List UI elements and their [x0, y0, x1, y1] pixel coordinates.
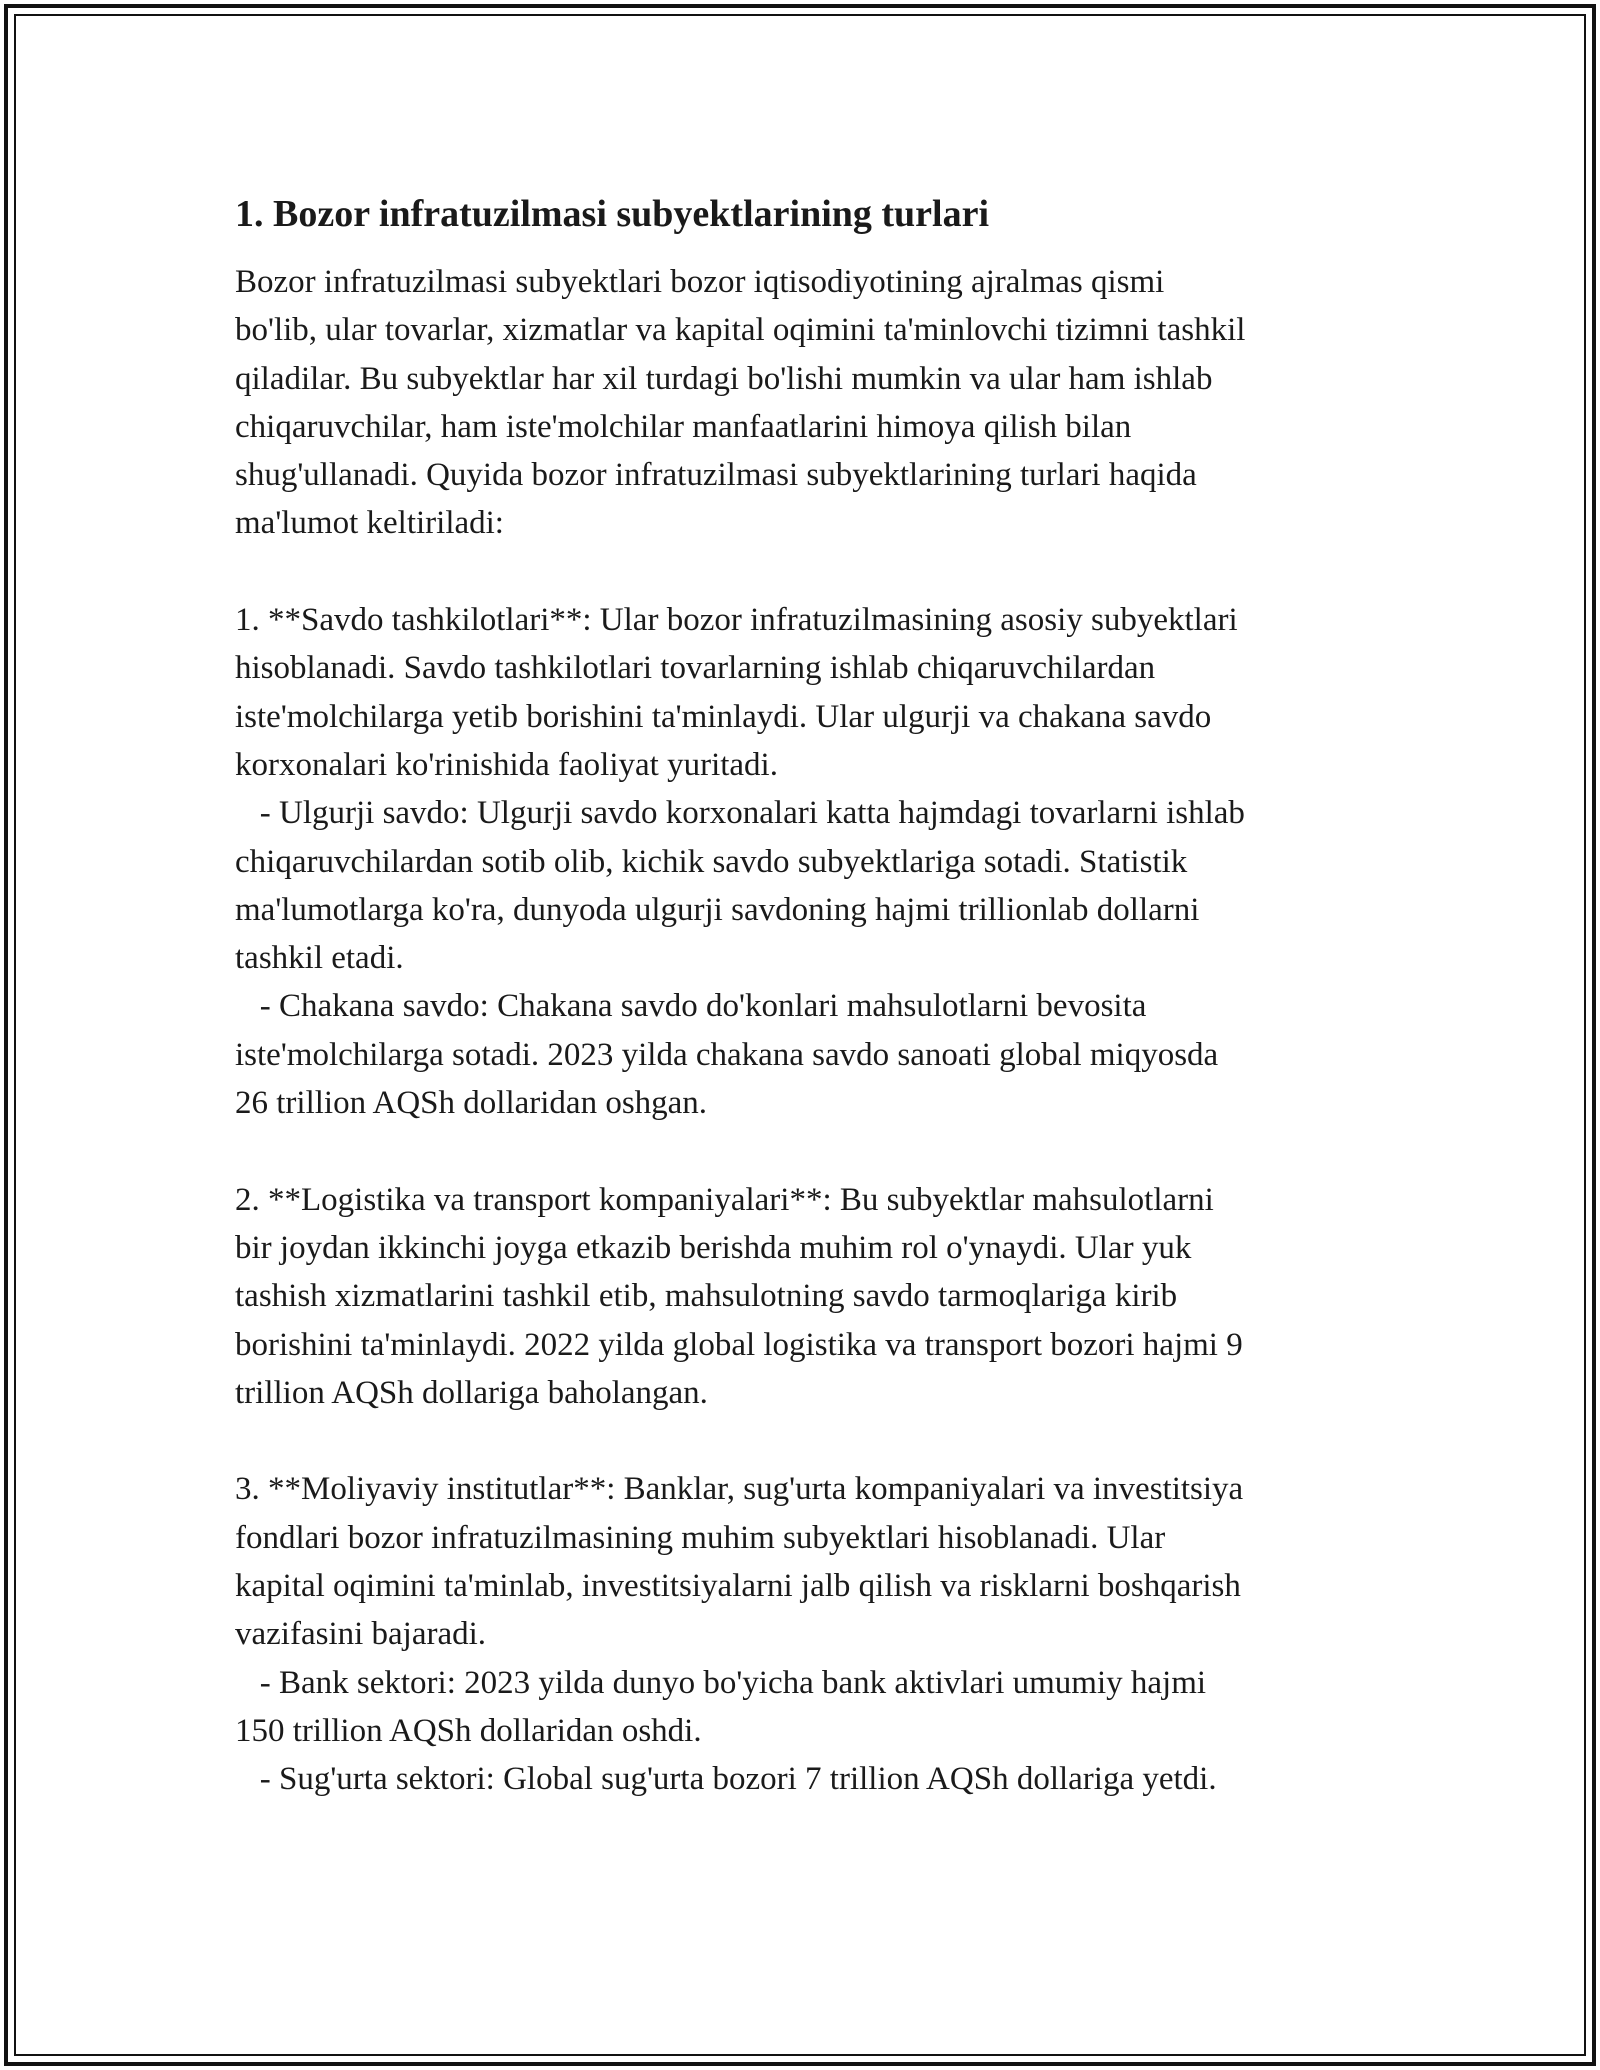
document-title: 1. Bozor infratuzilmasi subyektlarining turlari: [235, 193, 990, 235]
document-content: [235, 188, 1380, 1804]
document-body: Bozor infratuzilmasi subyektlari bozor iqtisodiyotining ajralmas qismi bo'lib, ular tovarlar, xizmatlar va kapital oqimini ta'minlovchi tizimni tashkil qiladilar. Bu subyektlar har xil turdagi bo'lishi mumkin va ular ham ishlab chiqaruvchilar, ham iste'molchilar manfaatlarini himoya qilish bilan shug'ullanadi. Quyida bozor infratuzilmasi subyektlarining turlari haqida ma'lumot keltiriladi: 1. **Savdo tashkilotlari**: Ular bozor infratuzilmasining asosiy subyektlari hisoblanadi. Savdo tashkilotlari tovarlarning ishlab chiqaruvchilardan iste'molchilarga yetib borishini ta'minlaydi. Ular ulgurji va chakana savdo korxonalari ko'rinishida faoliyat yuritadi. - Ulgurji savdo: Ulgurji savdo korxonalari katta hajmdagi tovarlarni ishlab chiqaruvchilardan sotib olib, kichik savdo subyektlariga sotadi. Statistik ma'lumotlarga ko'ra, dunyoda ulgurji savdoning hajmi trillionlab dollarni tashkil etadi. - Chakana savdo: Chakana savdo do'konlari mahsulotlarni bevosita iste'molchilarga sotadi. 2023 yilda chakana savdo sanoati global miqyosda 26 trillion AQSh dollaridan oshgan. 2. **Logistika va transport kompaniyalari**: Bu subyektlar mahsulotlarni bir joydan ikkinchi joyga etkazib berishda muhim rol o'ynaydi. Ular yuk tashish xizmatlarini tashkil etib, mahsulotning savdo tarmoqlariga kirib borishini ta'minlaydi. 2022 yilda global logistika va transport bozori hajmi 9 trillion AQSh dollariga baholangan. 3. **Moliyaviy institutlar**: Banklar, sug'urta kompaniyalari va investitsiya fondlari bozor infratuzilmasining muhim subyektlari hisoblanadi. Ular kapital oqimini ta'minlab, investitsiyalarni jalb qilish va risklarni boshqarish vazifasini bajaradi. - Bank sektori: 2023 yilda dunyo bo'yicha bank aktivlari umumiy hajmi 150 trillion AQSh dollaridan oshdi. - Sug'urta sektori: Global sug'urta bozori 7 trillion AQSh dollariga yetdi.: [235, 264, 1246, 1798]
